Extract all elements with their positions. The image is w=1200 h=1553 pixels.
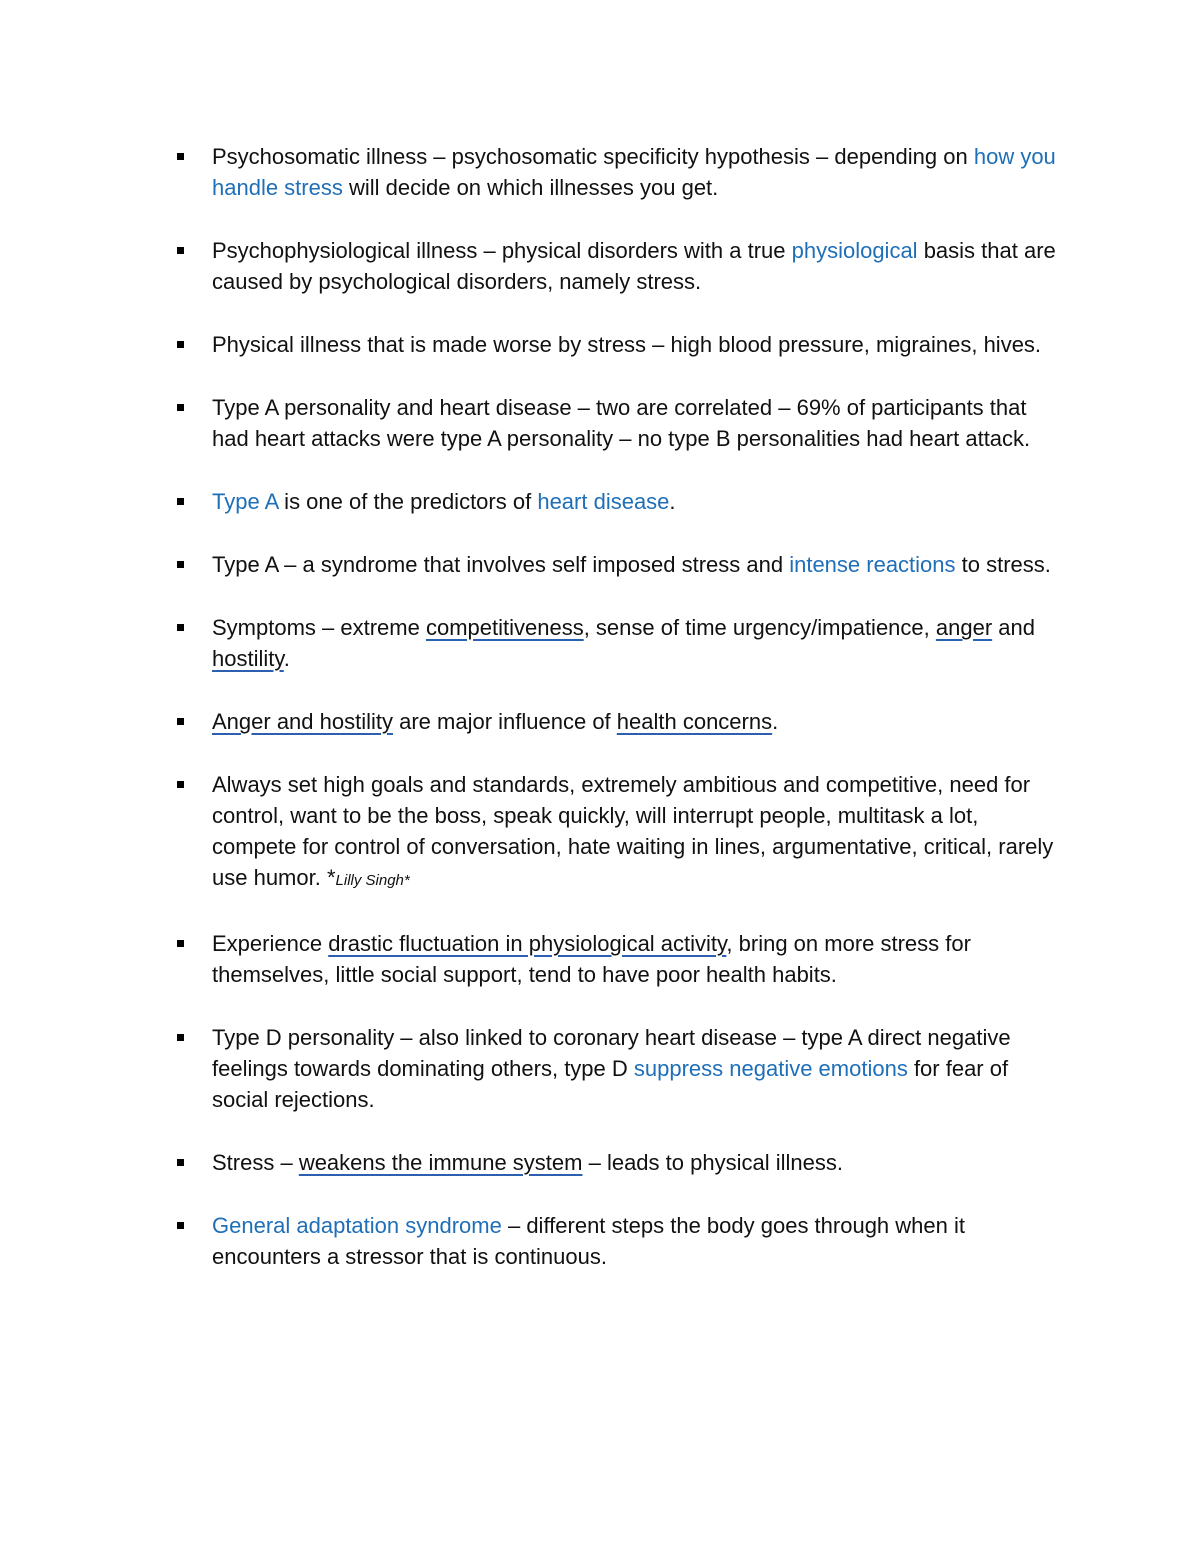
text-segment: Type D personality – also linked to coronary heart disease – type A direct negative feelings towards dominating others, type D <box>212 1025 1011 1081</box>
highlighted-term: heart disease <box>537 489 670 514</box>
square-bullet-icon <box>177 561 184 568</box>
highlighted-term: suppress negative emotions <box>633 1056 908 1081</box>
text-segment: . <box>669 489 676 514</box>
highlighted-term: physiological <box>791 238 918 263</box>
square-bullet-icon <box>177 940 184 947</box>
highlighted-term: Type A <box>212 489 279 514</box>
text-segment: and <box>992 615 1035 640</box>
text-segment: . <box>283 646 290 671</box>
square-bullet-icon <box>177 341 184 348</box>
list-item <box>0 329 1064 360</box>
underlined-term: Anger and hostility <box>212 709 393 734</box>
text-segment: are major influence of <box>393 709 617 734</box>
list-item <box>0 769 1064 896</box>
bullet-list <box>0 141 1200 1304</box>
underlined-term: drastic fluctuation in physiological activity <box>328 931 727 956</box>
text-segment: to stress. <box>955 552 1051 577</box>
text-segment: , sense of time urgency/impatience, <box>583 615 936 640</box>
square-bullet-icon <box>177 1222 184 1229</box>
list-item <box>0 928 1064 990</box>
highlighted-term: how you handle stress <box>212 144 1056 200</box>
square-bullet-icon <box>177 404 184 411</box>
underlined-term: competitiveness <box>425 615 584 640</box>
text-segment: Symptoms – extreme <box>212 615 426 640</box>
text-segment: Stress – <box>212 1150 299 1175</box>
text-segment: – different steps the body goes through when it encounters a stressor that is continuous. <box>212 1213 965 1269</box>
text-segment: Always set high goals and standards, extremely ambitious and competitive, need for control, want to be the boss, speak quickly, will interrupt people, multitask a lot, compete for control of conversation, hate waiting in lines, argumentative, critical, rarely use humor. * <box>212 772 1054 890</box>
highlighted-term: intense reactions <box>789 552 956 577</box>
underlined-term: health concerns <box>616 709 773 734</box>
square-bullet-icon <box>177 498 184 505</box>
list-item <box>0 1022 1064 1115</box>
underlined-term: weakens the immune system <box>298 1150 583 1175</box>
text-segment: for fear of social rejections. <box>212 1056 1009 1112</box>
square-bullet-icon <box>177 247 184 254</box>
text-segment: is one of the predictors of <box>278 489 538 514</box>
text-segment: , bring on more stress for themselves, little social support, tend to have poor health habits. <box>212 931 971 987</box>
square-bullet-icon <box>177 718 184 725</box>
list-item <box>0 549 1064 580</box>
list-item <box>0 235 1064 297</box>
square-bullet-icon <box>177 1159 184 1166</box>
text-segment: Type A – a syndrome that involves self imposed stress and <box>212 552 790 577</box>
text-segment: – leads to physical illness. <box>582 1150 843 1175</box>
text-segment: Physical illness that is made worse by stress – high blood pressure, migraines, hives. <box>212 332 1042 357</box>
list-item <box>0 706 1064 737</box>
list-item <box>0 1147 1064 1178</box>
highlighted-term: General adaptation syndrome <box>212 1213 502 1238</box>
underlined-term: hostility <box>212 646 284 671</box>
text-segment: . <box>772 709 779 734</box>
list-item <box>0 486 1064 517</box>
list-item <box>0 1210 1064 1272</box>
list-item <box>0 141 1064 203</box>
author-note: Lilly Singh* <box>335 872 410 889</box>
square-bullet-icon <box>177 781 184 788</box>
square-bullet-icon <box>177 153 184 160</box>
text-segment: Psychophysiological illness – physical disorders with a true <box>212 238 792 263</box>
list-item <box>0 612 1064 674</box>
square-bullet-icon <box>177 1034 184 1041</box>
list-item <box>0 392 1064 454</box>
text-segment: Psychosomatic illness – psychosomatic specificity hypothesis – depending on <box>212 144 974 169</box>
text-segment: Type A personality and heart disease – two are correlated – 69% of participants that had heart attacks were type A personality – no type B personalities had heart attack. <box>212 395 1031 451</box>
text-segment: basis that are caused by psychological disorders, namely stress. <box>212 238 1056 294</box>
underlined-term: anger <box>935 615 993 640</box>
text-segment: Experience <box>212 931 329 956</box>
square-bullet-icon <box>177 624 184 631</box>
text-segment: will decide on which illnesses you get. <box>342 175 719 200</box>
